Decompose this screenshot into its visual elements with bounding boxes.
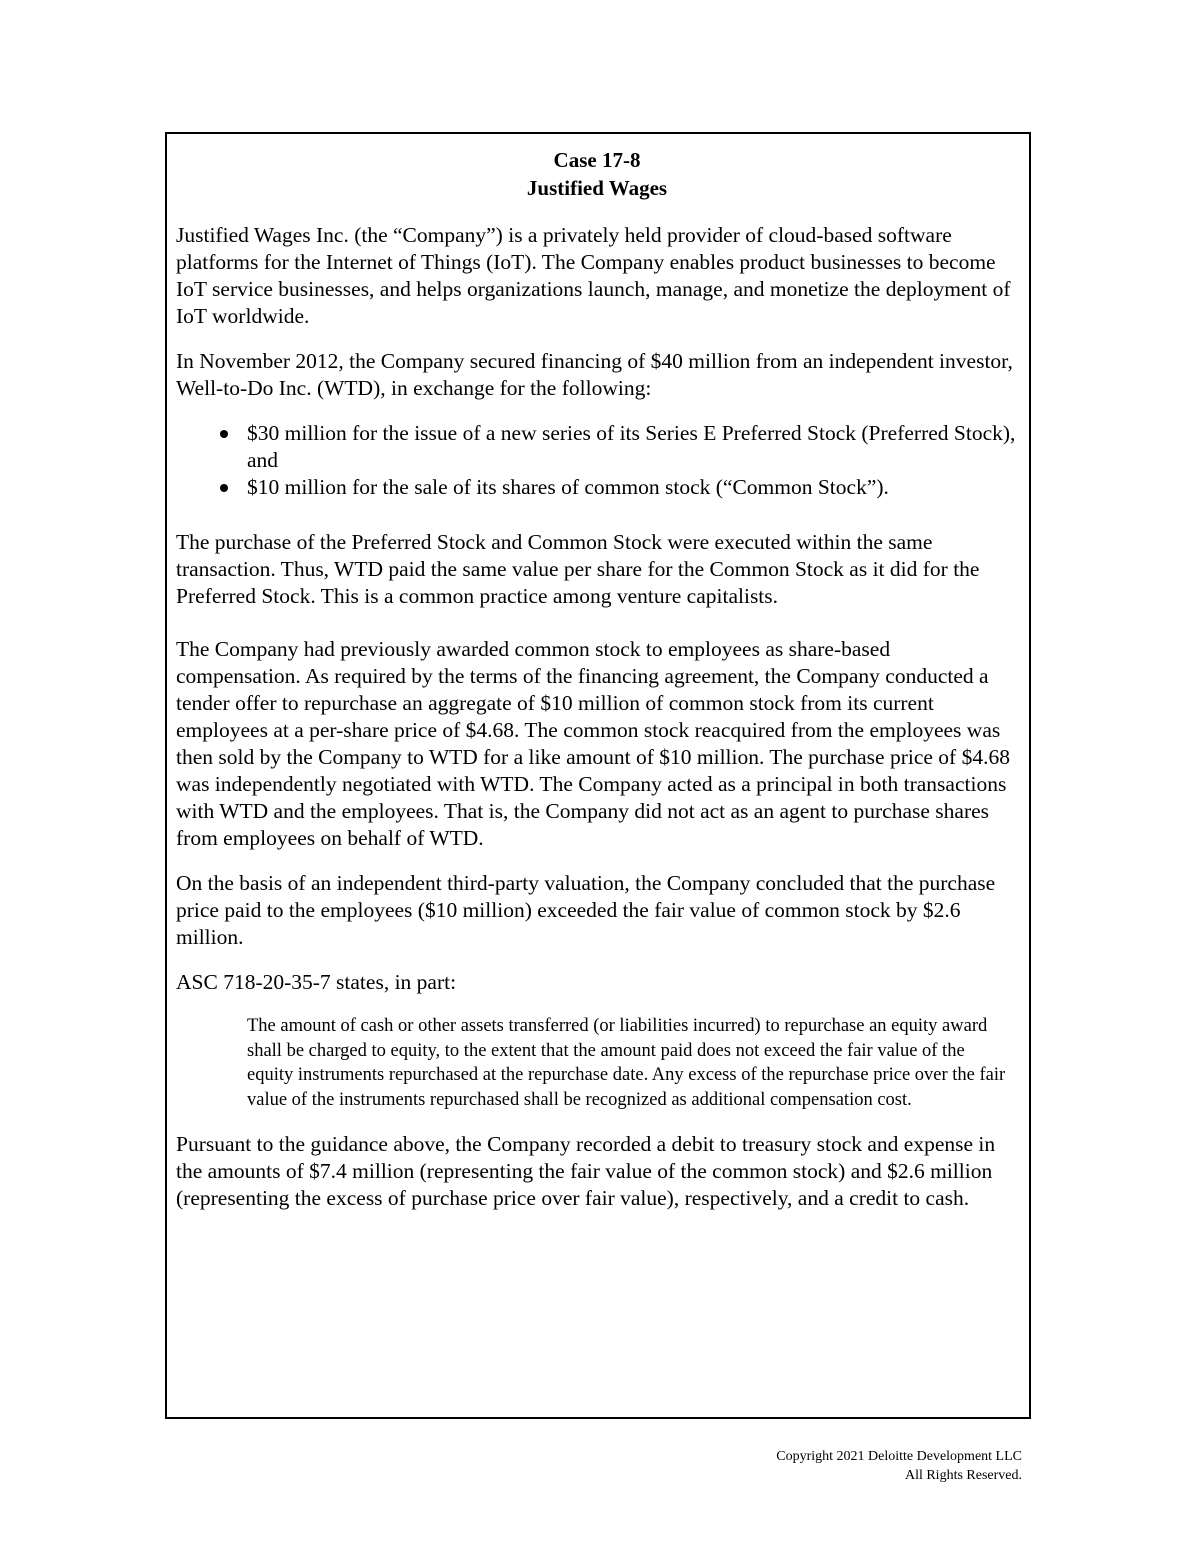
list-item-text: $30 million for the issue of a new series of its Series E Preferred Stock (Preferred Stock), and — [247, 421, 1016, 472]
copyright-notice — [776, 1447, 1022, 1485]
asc-quote: The amount of cash or other assets transferred (or liabilities incurred) to repurchase an equity award shall be charged to equity, to the extent that the amount paid does not exceed the fair value of the equity instruments repurchased at the repurchase date. Any excess of the repurchase price over the fair value of the instruments repurchased shall be recognized as additional compensation cost. — [247, 1016, 1006, 1110]
financing-list — [176, 420, 1018, 501]
copyright-line: Copyright 2021 Deloitte Development LLC — [776, 1449, 1022, 1464]
bullet-icon — [220, 430, 228, 438]
conclusion-paragraph: Pursuant to the guidance above, the Company recorded a debit to treasury stock and expense in the amounts of $7.4 million (representing the fair value of the common stock) and $2.6 million (representing the excess of purchase price over fair value), respectively, and a credit to cash. — [176, 1131, 996, 1210]
list-item — [176, 420, 1018, 474]
financing-paragraph: In November 2012, the Company secured financing of $40 million from an independent investor, Well-to-Do Inc. (WTD), in exchange for the following: — [176, 349, 1013, 400]
transaction-paragraph: The purchase of the Preferred Stock and Common Stock were executed within the same transaction. Thus, WTD paid the same value per share for the Common Stock as it did for the Preferred Stock. This is a common practice among venture capitalists. — [176, 530, 980, 608]
intro-paragraph: Justified Wages Inc. (the “Company”) is a privately held provider of cloud-based software platforms for the Internet of Things (IoT). The Company enables product businesses to become IoT service businesses, and helps organizations launch, manage, and monetize the deployment of IoT worldwide. — [176, 223, 1011, 328]
case-title: Justified Wages — [526, 176, 668, 200]
tender-offer-paragraph: The Company had previously awarded common stock to employees as share-based compensation. As required by the terms of the financing agreement, the Company conducted a tender offer to repurchase an aggregate of $10 million of common stock from its current employees at a per-share price of $4.68. The common stock reacquired from the employees was then sold by the Company to WTD for a like amount of $10 million. The purchase price of $4.68 was independently negotiated with WTD. The Company acted as a principal in both transactions with WTD and the employees. That is, the Company did not act as an agent to purchase shares from employees on behalf of WTD. — [176, 637, 1010, 850]
valuation-paragraph: On the basis of an independent third-party valuation, the Company concluded that the purchase price paid to the employees ($10 million) exceeded the fair value of common stock by $2.6 million. — [176, 871, 996, 949]
asc-reference-paragraph: ASC 718-20-35-7 states, in part: — [176, 970, 457, 994]
rights-line: All Rights Reserved. — [904, 1468, 1022, 1483]
list-item — [176, 474, 1018, 501]
list-item-text: $10 million for the sale of its shares of common stock (“Common Stock”). — [247, 475, 889, 499]
case-box — [165, 132, 1031, 1419]
case-content — [176, 146, 1018, 1212]
case-number: Case 17-8 — [553, 148, 641, 172]
bullet-icon — [220, 484, 228, 492]
